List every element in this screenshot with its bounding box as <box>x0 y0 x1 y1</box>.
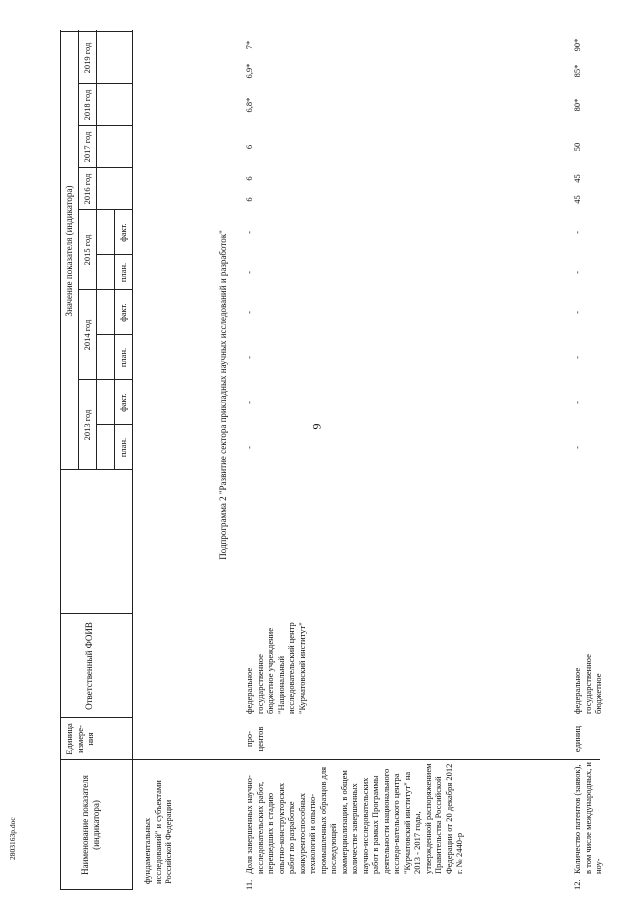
fact-2014: факт. <box>118 303 128 322</box>
row-value: 6 <box>244 176 254 181</box>
row-value: 85* <box>572 64 582 78</box>
row-name: Количество патентов (заявок), в том числе международных, и ноу- <box>572 762 603 874</box>
row-value: - <box>244 401 254 404</box>
row-name: Доля завершенных научно-исследовательских работ, перешедших в стадию опытно-конструкторских работ по разработке конкурентоспособных технологий и опытно-промышленных образцов для последующей коммерциализации, в общем количестве завершенных научно-исследовательских работ в рамках Программы деятельности национального исследо-вательского центра "Курчатовский институт" на 2013 - 2017 годы, утвержденной распоряжением Правительства Российской Федерации от 20 декабря 2012 г. № 2440-р <box>244 763 464 874</box>
year-2013: 2013 год <box>82 409 92 441</box>
row-value: - <box>572 231 582 234</box>
row-value: 80* <box>572 98 582 112</box>
plan-2013: план. <box>118 437 128 458</box>
row-value: 45 <box>572 174 582 183</box>
row-value: - <box>244 311 254 314</box>
year-2019: 2019 год <box>82 42 92 74</box>
footer-filename: 2803163р.doc <box>8 817 17 860</box>
row-value: 6 <box>244 144 254 150</box>
row-foiv: федеральное государственное бюджетное <box>572 654 603 714</box>
row-unit: единиц <box>572 725 582 753</box>
row-value: - <box>572 401 582 404</box>
page-number: 9 <box>309 423 324 430</box>
year-2016: 2016 год <box>82 173 92 205</box>
row-value: - <box>572 311 582 314</box>
fact-2015: факт. <box>118 223 128 242</box>
row-value: - <box>572 356 582 359</box>
year-2017: 2017 год <box>82 131 92 163</box>
continuation-text: фундаментальных исследований" и субъектами Российской Федерации <box>142 780 173 884</box>
row-value: 7* <box>244 40 254 50</box>
row-value: 90* <box>572 38 582 52</box>
year-2018: 2018 год <box>82 89 92 121</box>
header-foiv: Ответственный ФОИВ <box>84 622 94 710</box>
fact-2013: факт. <box>118 393 128 412</box>
plan-2015: план. <box>118 262 128 283</box>
row-value: 6,9* <box>244 63 254 79</box>
row-value: 6,8* <box>244 97 254 113</box>
row-value: - <box>572 446 582 449</box>
row-number: 12. <box>572 879 582 890</box>
subprogram-title: Подпрограмма 2 "Развитие сектора прикладных научных исследований и разработок" <box>218 230 228 560</box>
header-unit: Единица измере-ния <box>64 723 95 755</box>
row-value: - <box>244 231 254 234</box>
header-value-group: Значение показателя (индикатора) <box>64 185 74 317</box>
rotated-table <box>60 30 603 890</box>
row-value: - <box>244 271 254 274</box>
header-name: Наименование показателя (индикатора) <box>80 775 101 875</box>
year-2015: 2015 год <box>82 234 92 266</box>
row-foiv: федеральное государственное бюджетное учреждение "Национальный исследовательский центр "Курчатовский институт" <box>244 622 307 714</box>
row-number: 11. <box>244 879 254 890</box>
row-value: - <box>244 356 254 359</box>
plan-2014: план. <box>118 347 128 368</box>
row-value: 6 <box>244 197 254 202</box>
row-value: - <box>244 446 254 449</box>
row-value: 45 <box>572 195 582 204</box>
row-value: 50 <box>572 142 582 152</box>
row-value: - <box>572 271 582 274</box>
year-2014: 2014 год <box>82 319 92 351</box>
row-unit: про-центов <box>244 726 265 752</box>
